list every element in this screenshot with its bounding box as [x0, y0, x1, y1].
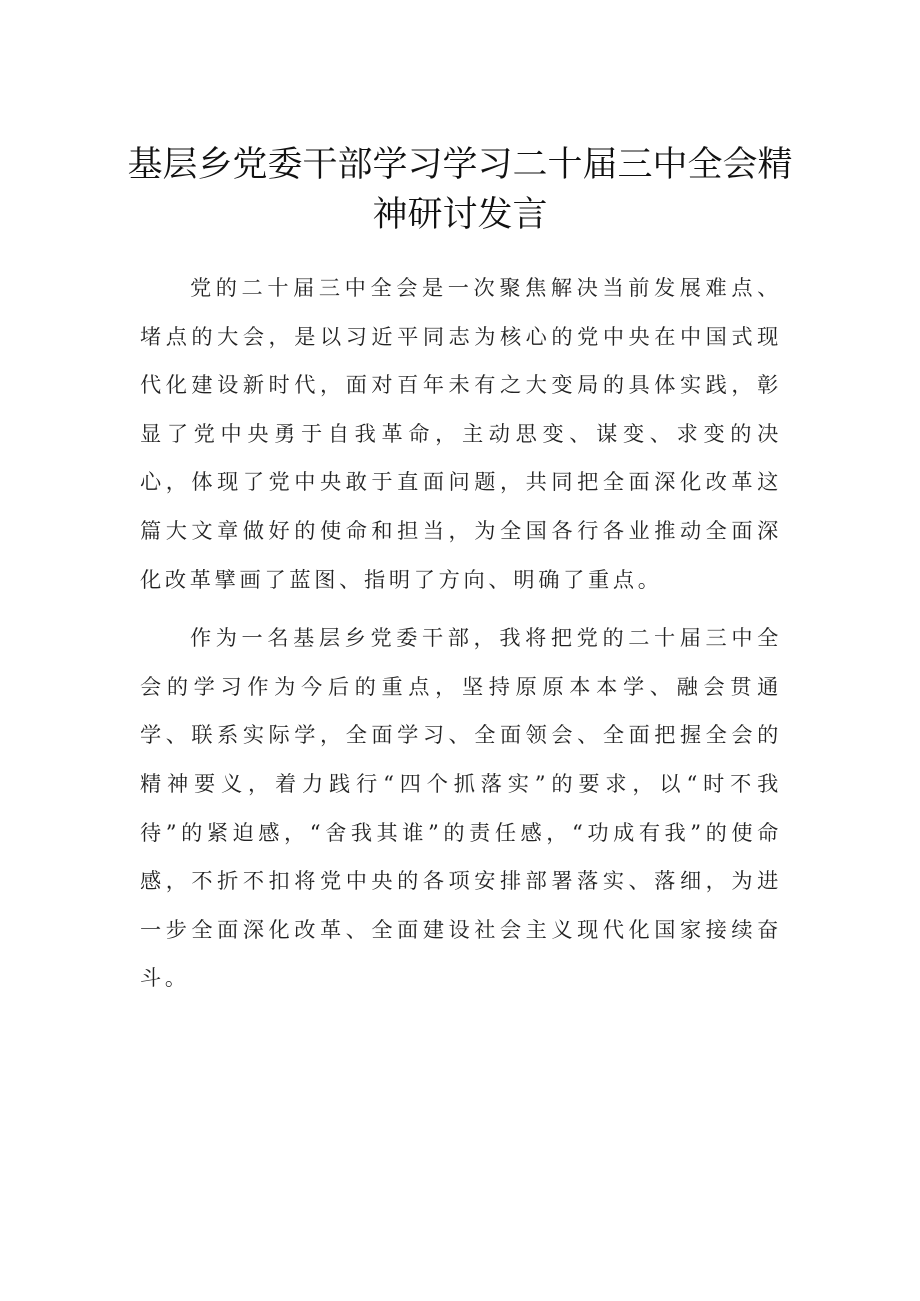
document-title: 基层乡党委干部学习学习二十届三中全会精神研讨发言: [127, 145, 793, 235]
body-paragraph-2: 作为一名基层乡党委干部，我将把党的二十届三中全会的学习作为今后的重点，坚持原原本本学、融会贯通学、联系实际学，全面学习、全面领会、全面把握全会的精神要义，着力践行“四个抓落实”的要求，以“时不我待”的紧迫感，“舍我其谁”的责任感，“功成有我”的使命感，不折不扣将党中央的各项安排部署落实、落细，为进一步全面深化改革、全面建设社会主义现代化国家接续奋斗。: [140, 625, 782, 991]
document-body: [140, 264, 782, 1003]
body-paragraph-1: 党的二十届三中全会是一次聚焦解决当前发展难点、堵点的大会，是以习近平同志为核心的党中央在中国式现代化建设新时代，面对百年未有之大变局的具体实践，彰显了党中央勇于自我革命，主动思变、谋变、求变的决心，体现了党中央敢于直面问题，共同把全面深化改革这篇大文章做好的使命和担当，为全国各行各业推动全面深化改革擘画了蓝图、指明了方向、明确了重点。: [140, 275, 782, 592]
